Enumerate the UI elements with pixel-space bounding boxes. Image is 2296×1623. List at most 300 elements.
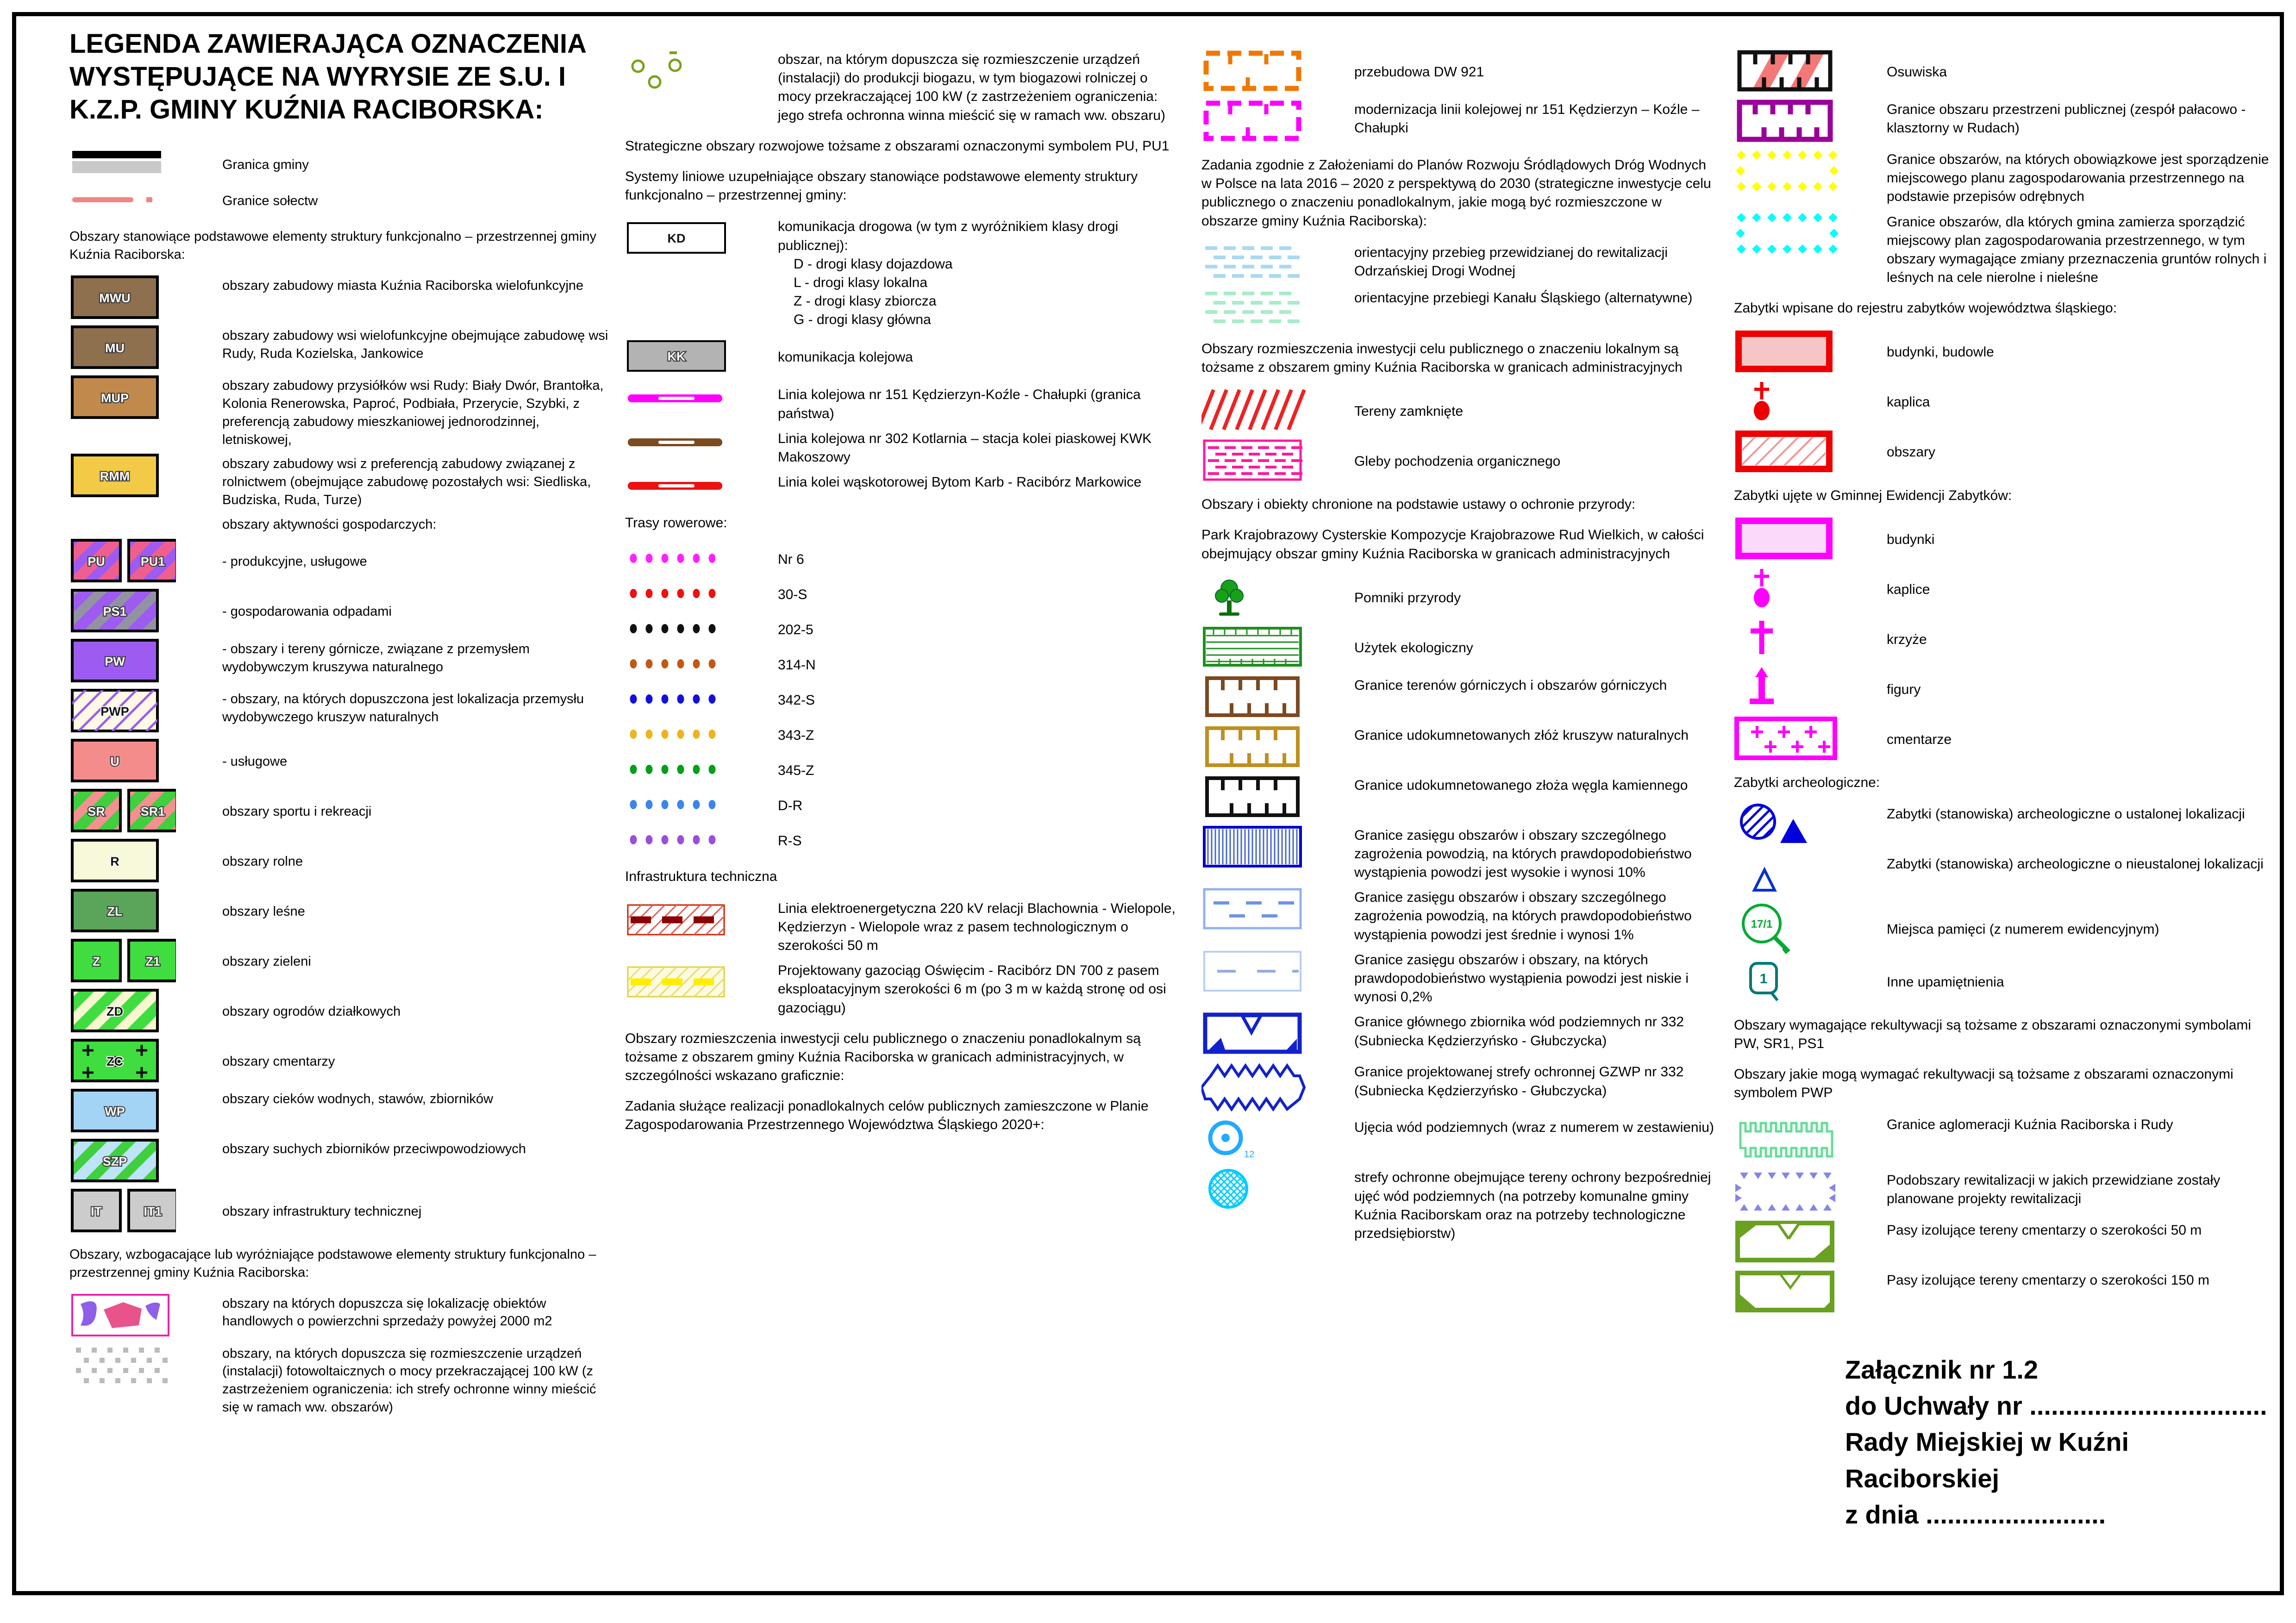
kanal-slaski-text: [1354, 286, 1715, 307]
pw-text: [222, 637, 609, 676]
wp: [69, 1087, 609, 1134]
gez-figury: [1734, 665, 2271, 712]
gleby-organiczne-icon: [1201, 437, 1336, 483]
linia-302-icon: [625, 427, 759, 458]
odrzanska-droga-wodna-icon: [1201, 241, 1336, 282]
odrzanska-droga-wodna-text: [1354, 241, 1715, 281]
u-label: - usługowe: [222, 754, 288, 769]
strefa-gzwp-332-icon: [1201, 1060, 1336, 1112]
attachment-note: [1845, 1352, 2271, 1533]
trasa-30s-icon: [625, 578, 759, 609]
strefa-gzwp-332-label: Granice projektowanej strefy ochronnej GZWP nr 332 (Subniecka Kędzierzyńsko - Głubczycka): [1354, 1064, 1684, 1099]
rejestr-budynki-icon: [1734, 328, 1868, 375]
zc: [69, 1037, 609, 1084]
para-strategiczne: Strategiczne obszary rozwojowe tożsame z obszarami oznaczonymi symbolem PU, PU1: [625, 138, 1170, 154]
plan-zamierzony: [1734, 210, 2271, 287]
legend-title: LEGENDA ZAWIERAJĄCA OZNACZENIA WYSTĘPUJĄCE NA WYRYSIE ZE S.U. I K.Z.P. GMINY KUŹNIA RACIBORSKA:: [69, 29, 586, 125]
heading-rejestr: Zabytki wpisane do rejestru zabytków województwa śląskiego:: [1734, 300, 2117, 316]
svg-text:KD: KD: [667, 231, 686, 246]
trasa-342s: [625, 683, 1176, 715]
zc-text: [222, 1050, 609, 1071]
uzytek-ekologiczny: [1201, 624, 1715, 670]
kd-label: komunikacja drogowa (w tym z wyróżnikiem klasy drogi publicznej):: [778, 219, 1119, 253]
rejestr-obszary-text: [1887, 440, 2271, 462]
gzwp-332: [1201, 1010, 1715, 1056]
mup: [69, 374, 609, 449]
linia-waskotorowa: [625, 470, 1176, 502]
gazociag-label: Projektowany gazociąg Oświęcim - Racibórz DN 700 z pasem eksploatacyjnym szerokości 6 m (po 3 m w każdą stronę od osi gazociągu): [778, 963, 1166, 1016]
pwp-label: - obszary, na których dopuszczona jest lokalizacja przemysłu wydobywczego kruszyw naturalnych: [222, 691, 584, 724]
ps1-text: [222, 600, 609, 621]
it-text: [222, 1200, 609, 1221]
svg-text:PU: PU: [88, 554, 105, 568]
rewitalizacja: [1734, 1168, 2271, 1215]
svg-text:ZL: ZL: [107, 904, 123, 918]
gzwp-332-text: [1354, 1010, 1715, 1050]
rewitalizacja-text: [1887, 1168, 2271, 1208]
svg-text:R: R: [110, 854, 119, 868]
odrzanska-droga-wodna: [1201, 241, 1715, 282]
r-icon: [69, 837, 204, 884]
column-public-investments: [1201, 44, 1715, 1247]
kd-icon: [625, 215, 759, 261]
kd-sub-3: G - drogi klasy główna: [794, 312, 931, 328]
rejestr-obszary: [1734, 428, 2271, 474]
linia-220kv: [625, 897, 1176, 955]
trasa-314n: [625, 648, 1176, 680]
rejestr-kaplica: [1734, 378, 2271, 424]
tereny-gornicze-icon: [1201, 674, 1336, 720]
z: [69, 937, 609, 984]
gez-cmentarze-icon: [1734, 715, 1868, 762]
odrzanska-droga-wodna-label: orientacyjny przebieg przewidzianej do rewitalizacji Odrzańskiej Drogi Wodnej: [1354, 244, 1668, 279]
mu: [69, 324, 609, 370]
trasa-345z-text: [778, 759, 1176, 780]
strefy-ochronne: [1201, 1166, 1715, 1243]
modernizacja-151-text: [1354, 98, 1715, 137]
trasa-nr6-icon: [625, 543, 759, 574]
fotowoltaika: [69, 1342, 609, 1417]
obiekty-handlowe-label: obszary na których dopuszcza się lokalizację obiektów handlowych o powierzchni sprzedaży powyżej 2000 m2: [222, 1296, 552, 1329]
granica-gminy-icon: [69, 147, 204, 180]
biogaz-text: [778, 48, 1176, 125]
powodz-10: [1201, 824, 1715, 882]
tereny-zamkniete-label: Tereny zamknięte: [1354, 404, 1464, 419]
svg-text:1: 1: [1759, 971, 1768, 986]
para-ponadlokalne: Obszary rozmieszczenia inwestycji celu publicznego o znaczeniu ponadlokalnym są tożsame z obszarem gminy Kuźnia Raciborska w granicach administracyjnych, w szczególności wskazano graficznie:: [625, 1030, 1141, 1084]
szp-icon: [69, 1137, 204, 1184]
zd: [69, 987, 609, 1034]
heading-gez: Zabytki ujęte w Gminnej Ewidencji Zabytków:: [1734, 487, 2012, 503]
powodz-1-label: Granice zasięgu obszarów i obszary szczególnego zagrożenia powodzią, na których prawdopodobieństwo wystąpienia powodzi jest średnie i wynosi 1%: [1354, 890, 1692, 943]
u-icon: [69, 737, 204, 784]
fotowoltaika-label: obszary, na których dopuszcza się rozmieszczenie urządzeń (instalacji) fotowoltaicznych o mocy przekraczającej 100 kW (z zastrzeżeniem ograniczenia: ich strefy ochronne winny mieścić się w ramach ww. obszarów): [222, 1346, 596, 1415]
zloza-kruszyw-label: Granice udokumnetowanych złóż kruszyw naturalnych: [1354, 727, 1689, 743]
svg-text:IT1: IT1: [144, 1204, 162, 1218]
sr-icon: [69, 787, 204, 834]
powodz-10-text: [1354, 824, 1715, 882]
svg-text:ZD: ZD: [106, 1004, 123, 1018]
svg-text:IT: IT: [91, 1204, 102, 1218]
para-rekultywacja-pwp: Obszary jakie mogą wymagać rekultywacji są tożsame z obszarami oznaczonymi symbolem PWP: [1734, 1067, 2233, 1101]
zd-label: obszary ogrodów działkowych: [222, 1004, 401, 1019]
gazociag: [625, 959, 1176, 1017]
arch-ustalone: [1734, 802, 2271, 849]
trasa-314n-icon: [625, 648, 759, 680]
zl: [69, 887, 609, 934]
svg-text:SZP: SZP: [102, 1154, 127, 1168]
gez-budynki-icon: [1734, 515, 1868, 562]
linia-151-icon: [625, 383, 759, 414]
trasa-345z-icon: [625, 754, 759, 785]
szp-label: obszary suchych zbiorników przeciwpowodziowych: [222, 1141, 526, 1156]
pu-label: - produkcyjne, usługowe: [222, 554, 367, 569]
r-text: [222, 850, 609, 871]
osuwiska: [1734, 48, 2271, 94]
column-linear-systems: [625, 44, 1176, 1145]
trasa-202-5-icon: [625, 613, 759, 644]
dw921-icon: [1201, 48, 1336, 94]
zloze-wegla-label: Granice udokumnetowanego złoża węgla kamiennego: [1354, 777, 1688, 793]
linia-302-text: [778, 427, 1176, 467]
linia-waskotorowa-text: [778, 470, 1176, 492]
trasa-343z: [625, 718, 1176, 750]
mup-label: obszary zabudowy przysiółków wsi Rudy: Biały Dwór, Brantołka, Kolonia Renerowska, Paproć, Podbiała, Przerycie, Szybki, z preferencją zabudowy mieszkaniowej jednorodzinnej, letniskowej,: [222, 378, 604, 447]
linia-302: [625, 427, 1176, 467]
heading-trasy: Trasy rowerowe:: [625, 515, 727, 531]
mu-text: [222, 324, 609, 363]
linia-151-label: Linia kolejowa nr 151 Kędzierzyn-Koźle - Chałupki (granica państwa): [778, 387, 1141, 421]
u: [69, 737, 609, 784]
biogaz: [625, 48, 1176, 125]
powodz-10-label: Granice zasięgu obszarów i obszary szczególnego zagrożenia powodzią, na których prawdopodobieństwo wystąpienia powodzi jest wysokie i wynosi 10%: [1354, 827, 1692, 880]
obiekty-handlowe-icon: [69, 1292, 204, 1338]
it: [69, 1187, 609, 1234]
svg-text:KK: KK: [667, 350, 686, 364]
kk-label: komunikacja kolejowa: [778, 350, 913, 365]
arch-ustalone-label: Zabytki (stanowiska) archeologiczne o ustalonej lokalizacji: [1887, 806, 2245, 822]
linia-151-text: [778, 383, 1176, 423]
trasa-343z-label: 343-Z: [778, 728, 814, 743]
granice-solectw-icon: [69, 183, 204, 216]
miejsca-pamieci-label: Miejsca pamięci (z numerem ewidencyjnym): [1887, 921, 2159, 937]
arch-nieustalone-text: [1887, 852, 2271, 874]
rewitalizacja-label: Podobszary rewitalizacji w jakich przewidziane zostały planowane projekty rewitalizacji: [1887, 1172, 2221, 1206]
rejestr-obszary-label: obszary: [1887, 444, 1936, 460]
svg-text:Z: Z: [92, 954, 100, 968]
linia-151: [625, 383, 1176, 423]
svg-text:RMM: RMM: [100, 469, 130, 484]
tereny-zamkniete-icon: [1201, 387, 1336, 433]
pasy-150: [1734, 1268, 2271, 1315]
miejsca-pamieci: [1734, 902, 2271, 954]
tereny-gornicze-text: [1354, 674, 1715, 695]
trasa-202-5: [625, 613, 1176, 644]
gleby-organiczne: [1201, 437, 1715, 483]
powodz-02: [1201, 948, 1715, 1007]
linia-220kv-label: Linia elektroenergetyczna 220 kV relacji Blachownia - Wielopole, Kędzierzyn - Wielopole wraz z pasem technologicznym o szerokości 50 m: [778, 900, 1176, 953]
fotowoltaika-icon: [69, 1342, 204, 1388]
trasa-30s-label: 30-S: [778, 587, 807, 603]
zloza-kruszyw: [1201, 724, 1715, 770]
kanal-slaski-label: orientacyjne przebiegi Kanału Śląskiego (alternatywne): [1354, 290, 1693, 306]
zloze-wegla: [1201, 774, 1715, 820]
biogaz-label: obszar, na którym dopuszcza się rozmieszczenie urządzeń (instalacji) do produkcji biogazu, w tym biogazowi rolniczej o mocy przekraczającej 100 kW (z zastrzeżeniem ograniczenia: jego strefa ochronna winna mieścić się w ramach ww. obszaru): [778, 52, 1166, 123]
arch-ustalone-text: [1887, 802, 2271, 824]
para-chronione: Obszary i obiekty chronione na podstawie ustawy o ochronie przyrody:: [1201, 497, 1636, 512]
rejestr-kaplica-text: [1887, 390, 2271, 412]
wp-icon: [69, 1087, 204, 1134]
mup-icon: [69, 374, 204, 420]
para-systemy: Systemy liniowe uzupełniające obszary stanowiące podstawowe elementy struktury funkcjonalno – przestrzennej gminy:: [625, 169, 1138, 203]
svg-text:SR1: SR1: [140, 804, 165, 818]
plan-zamierzony-icon: [1734, 210, 1868, 256]
szp-text: [222, 1137, 609, 1158]
trasa-rs-text: [778, 829, 1176, 850]
pw-label: - obszary i tereny górnicze, związane z przemysłem wydobywczym kruszywa naturalnego: [222, 641, 530, 674]
gzwp-332-icon: [1201, 1010, 1336, 1056]
trasa-343z-icon: [625, 718, 759, 750]
zd-text: [222, 1000, 609, 1021]
trasa-345z-label: 345-Z: [778, 763, 814, 779]
z-text: [222, 950, 609, 971]
strefy-ochronne-text: [1354, 1166, 1715, 1243]
para-rekultywacja: Obszary wymagające rekultywacji są tożsame z obszarami oznaczonymi symbolami PW, SR1, PS1: [1734, 1017, 2252, 1052]
powodz-1-icon: [1201, 886, 1336, 932]
przestrzen-publiczna-text: [1887, 98, 2271, 137]
svg-text:PS1: PS1: [103, 604, 127, 618]
pomniki-przyrody-text: [1354, 586, 1715, 607]
gez-kaplice: [1734, 565, 2271, 612]
trasa-30s-text: [778, 583, 1176, 604]
it-label: obszary infrastruktury technicznej: [222, 1204, 422, 1219]
dw921-text: [1354, 60, 1715, 81]
column-structure-areas: [69, 28, 609, 1420]
ujecia-wod-icon: [1201, 1116, 1336, 1162]
gazociag-text: [778, 959, 1176, 1017]
trasa-345z: [625, 754, 1176, 785]
kd-sub-2: Z - drogi klasy zbiorcza: [794, 293, 937, 309]
trasa-nr6-text: [778, 548, 1176, 569]
granice-solectw-text: [222, 189, 609, 210]
modernizacja-151: [1201, 98, 1715, 144]
gez-budynki-text: [1887, 528, 2271, 549]
strefa-gzwp-332-text: [1354, 1060, 1715, 1100]
heading-archeologiczne: Zabytki archeologiczne:: [1734, 774, 1880, 790]
gez-figury-icon: [1734, 665, 1868, 712]
pu-text: [222, 550, 609, 571]
rejestr-obszary-icon: [1734, 428, 1868, 474]
ps1: [69, 587, 609, 634]
trasa-dr-icon: [625, 789, 759, 820]
ps1-label: - gospodarowania odpadami: [222, 604, 392, 619]
gez-krzyze-text: [1887, 628, 2271, 649]
rmm-label: obszary zabudowy wsi z preferencją zabudowy związanej z rolnictwem (obejmujące zabudowę pozostałych wsi: Siedliska, Budziska, Ruda, Turze): [222, 456, 591, 508]
u-text: [222, 750, 609, 771]
pasy-50-label: Pasy izolujące tereny cmentarzy o szerokości 50 m: [1887, 1222, 2202, 1238]
aglomeracja-text: [1887, 1113, 2271, 1134]
para-zadania-plan: Zadania służące realizacji ponadlokalnych celów publicznych zamieszczone w Planie Zagospodarowania Przestrzennego Województwa Śląskiego 2020+:: [625, 1099, 1149, 1133]
pu: [69, 537, 609, 584]
kd-sub-0: D - drogi klasy dojazdowa: [794, 256, 953, 272]
trasa-342s-text: [778, 688, 1176, 710]
kd-text: [778, 215, 1176, 329]
gez-kaplice-text: [1887, 578, 2271, 599]
gez-kaplice-icon: [1734, 565, 1868, 612]
granica-gminy-label: Granica gminy: [222, 157, 309, 172]
ujecia-wod: [1201, 1116, 1715, 1162]
strefa-gzwp-332: [1201, 1060, 1715, 1112]
zloza-kruszyw-icon: [1201, 724, 1336, 770]
inne-upamietnienia-icon: [1734, 958, 1868, 1004]
rmm: [69, 452, 609, 509]
para-lokalne: Obszary rozmieszczenia inwestycji celu publicznego o znaczeniu lokalnym są tożsame z obszarem gminy Kuźnia Raciborska w granicach administracyjnych: [1201, 341, 1683, 375]
granica-gminy: [69, 147, 609, 180]
miejsca-pamieci-text: [1887, 918, 2271, 939]
uzytek-ekologiczny-icon: [1201, 624, 1336, 670]
para-park: Park Krajobrazowy Cysterskie Kompozycje Krajobrazowe Rud Wielkich, w całości obejmujący obszar gminy Kuźnia Raciborska w granicach administracyjnych: [1201, 527, 1704, 562]
linia-waskotorowa-label: Linia kolei wąskotorowej Bytom Karb - Racibórz Markowice: [778, 474, 1142, 490]
osuwiska-label: Osuwiska: [1887, 64, 1947, 80]
svg-text:17/1: 17/1: [1751, 918, 1773, 930]
zloze-wegla-text: [1354, 774, 1715, 795]
sr-label: obszary sportu i rekreacji: [222, 804, 372, 819]
rejestr-budynki: [1734, 328, 2271, 375]
svg-text:Z1: Z1: [145, 954, 160, 968]
powodz-02-icon: [1201, 948, 1336, 994]
uzytek-ekologiczny-text: [1354, 636, 1715, 657]
kk-text: [778, 345, 1176, 367]
pwp-text: [222, 687, 609, 726]
plan-obowiazkowy-text: [1887, 148, 2271, 206]
rejestr-kaplica-icon: [1734, 378, 1868, 424]
plan-zamierzony-text: [1887, 210, 2271, 287]
kk-icon: [625, 333, 759, 379]
linia-302-label: Linia kolejowa nr 302 Kotlarnia – stacja kolei piaskowej KWK Makoszowy: [778, 431, 1152, 465]
biogaz-icon: [625, 48, 759, 94]
dw921: [1201, 48, 1715, 94]
pwp-icon: [69, 687, 204, 734]
wp-text: [222, 1087, 609, 1108]
arch-nieustalone-icon: [1734, 852, 1868, 899]
gez-cmentarze-text: [1887, 728, 2271, 749]
svg-text:MWU: MWU: [99, 291, 131, 305]
strefy-ochronne-icon: [1201, 1166, 1336, 1212]
ujecia-wod-label: Ujęcia wód podziemnych (wraz z numerem w zestawieniu): [1354, 1120, 1714, 1136]
z-label: obszary zieleni: [222, 954, 311, 969]
attachment-line-0: Załącznik nr 1.2: [1845, 1355, 2039, 1384]
aglomeracja-icon: [1734, 1113, 1868, 1165]
przestrzen-publiczna: [1734, 98, 2271, 144]
trasa-342s-icon: [625, 683, 759, 715]
pasy-50: [1734, 1218, 2271, 1265]
arch-nieustalone-label: Zabytki (stanowiska) archeologiczne o nieustalonej lokalizacji: [1887, 856, 2264, 872]
zloze-wegla-icon: [1201, 774, 1336, 820]
linia-220kv-icon: [625, 897, 759, 943]
pw-icon: [69, 637, 204, 684]
attachment-line-3: z dnia .........................: [1845, 1500, 2106, 1529]
note-gospodarcze: obszary aktywności gospodarczych:: [222, 517, 437, 532]
szp: [69, 1137, 609, 1184]
attachment-line-1: do Uchwały nr .................................: [1845, 1391, 2267, 1421]
svg-text:MU: MU: [105, 341, 125, 355]
trasa-30s: [625, 578, 1176, 609]
aglomeracja: [1734, 1113, 2271, 1165]
gzwp-332-label: Granice głównego zbiornika wód podziemnych nr 332 (Subniecka Kędzierzyńsko - Głubczycka): [1354, 1014, 1684, 1049]
rewitalizacja-icon: [1734, 1168, 1868, 1215]
zc-icon: [69, 1037, 204, 1084]
trasa-202-5-text: [778, 618, 1176, 639]
trasa-202-5-label: 202-5: [778, 622, 813, 638]
trasa-nr6: [625, 543, 1176, 574]
gleby-organiczne-label: Gleby pochodzenia organicznego: [1354, 454, 1561, 469]
trasa-rs: [625, 824, 1176, 855]
osuwiska-text: [1887, 60, 2271, 81]
arch-ustalone-icon: [1734, 802, 1868, 849]
kd: [625, 215, 1176, 329]
zl-icon: [69, 887, 204, 934]
granice-solectw: [69, 183, 609, 216]
gleby-organiczne-text: [1354, 449, 1715, 471]
svg-text:PW: PW: [105, 654, 125, 668]
trasa-rs-icon: [625, 824, 759, 855]
r: [69, 837, 609, 884]
strefy-ochronne-label: strefy ochronne obejmujące tereny ochrony bezpośredniej ujęć wód podziemnych (na potrzeby komunalne gminy Kuźnia Raciborskam oraz na potrzeby technologiczne przedsiębiorstw): [1354, 1170, 1711, 1241]
kanal-slaski: [1201, 286, 1715, 328]
modernizacja-151-icon: [1201, 98, 1336, 144]
rejestr-budynki-text: [1887, 340, 2271, 362]
gez-cmentarze-label: cmentarze: [1887, 731, 1952, 747]
pu-icon: [69, 537, 204, 584]
ujecia-wod-text: [1354, 1116, 1715, 1137]
dw921-label: przebudowa DW 921: [1354, 64, 1484, 80]
mwu-label: obszary zabudowy miasta Kuźnia Raciborska wielofunkcyjne: [222, 278, 584, 293]
z-icon: [69, 937, 204, 984]
pasy-50-text: [1887, 1218, 2271, 1240]
zloza-kruszyw-text: [1354, 724, 1715, 745]
svg-text:SR: SR: [88, 804, 105, 818]
svg-text:WP: WP: [105, 1104, 125, 1118]
trasa-314n-text: [778, 653, 1176, 674]
svg-text:PU1: PU1: [140, 554, 165, 568]
fotowoltaika-text: [222, 1342, 609, 1417]
tereny-gornicze: [1201, 674, 1715, 720]
rmm-icon: [69, 452, 204, 499]
trasa-nr6-label: Nr 6: [778, 552, 804, 568]
uzytek-ekologiczny-label: Użytek ekologiczny: [1354, 640, 1473, 655]
rejestr-budynki-label: budynki, budowle: [1887, 344, 1994, 360]
granica-gminy-text: [222, 153, 609, 174]
obiekty-handlowe: [69, 1292, 609, 1338]
arch-nieustalone: [1734, 852, 2271, 899]
gez-figury-text: [1887, 678, 2271, 699]
heading-podstawowe: Obszary stanowiące podstawowe elementy struktury funkcjonalno – przestrzennej gminy Kuźnia Raciborska:: [69, 229, 596, 262]
linia-waskotorowa-icon: [625, 470, 759, 502]
tereny-zamkniete: [1201, 387, 1715, 433]
inne-upamietnienia-label: Inne upamiętnienia: [1887, 974, 2004, 990]
svg-text:ZC: ZC: [106, 1054, 123, 1068]
kd-sub-1: L - drogi klasy lokalna: [794, 275, 928, 290]
trasa-343z-text: [778, 724, 1176, 745]
svg-text:PWP: PWP: [100, 704, 129, 718]
pasy-150-text: [1887, 1268, 2271, 1290]
powodz-1-text: [1354, 886, 1715, 944]
kk: [625, 333, 1176, 379]
zl-text: [222, 900, 609, 921]
sr: [69, 787, 609, 834]
trasa-342s-label: 342-S: [778, 693, 815, 708]
linia-220kv-text: [778, 897, 1176, 955]
